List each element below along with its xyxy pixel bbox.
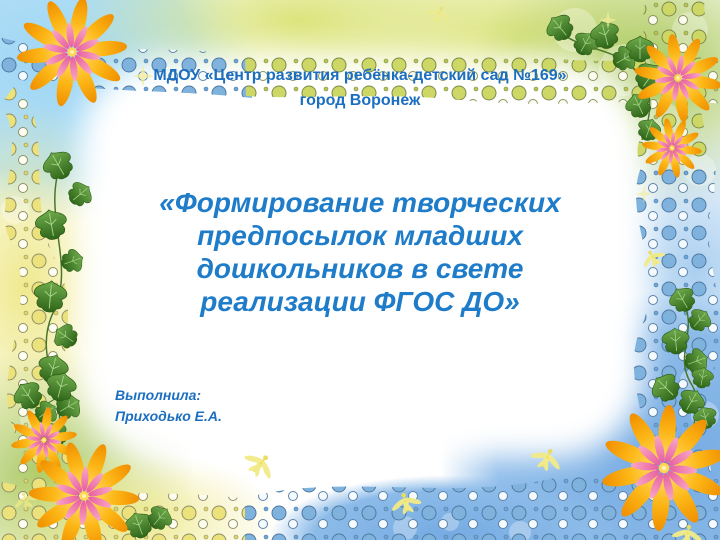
slide-header <box>0 63 720 113</box>
footer-line-2: Приходько Е.А. <box>115 408 222 424</box>
header-line-1: МДОУ «Центр развития ребёнка-детский сад №169» <box>153 67 567 84</box>
slide-title <box>0 186 720 318</box>
footer-line-1: Выполнила: <box>115 387 202 403</box>
slide-footer <box>115 385 222 427</box>
title-line-4: реализации ФГОС ДО» <box>200 286 520 317</box>
title-line-1: «Формирование творческих <box>159 187 561 218</box>
title-line-3: дошкольников в свете <box>196 253 524 284</box>
header-line-2: город Воронеж <box>299 92 421 109</box>
title-line-2: предпосылок младших <box>197 220 523 251</box>
